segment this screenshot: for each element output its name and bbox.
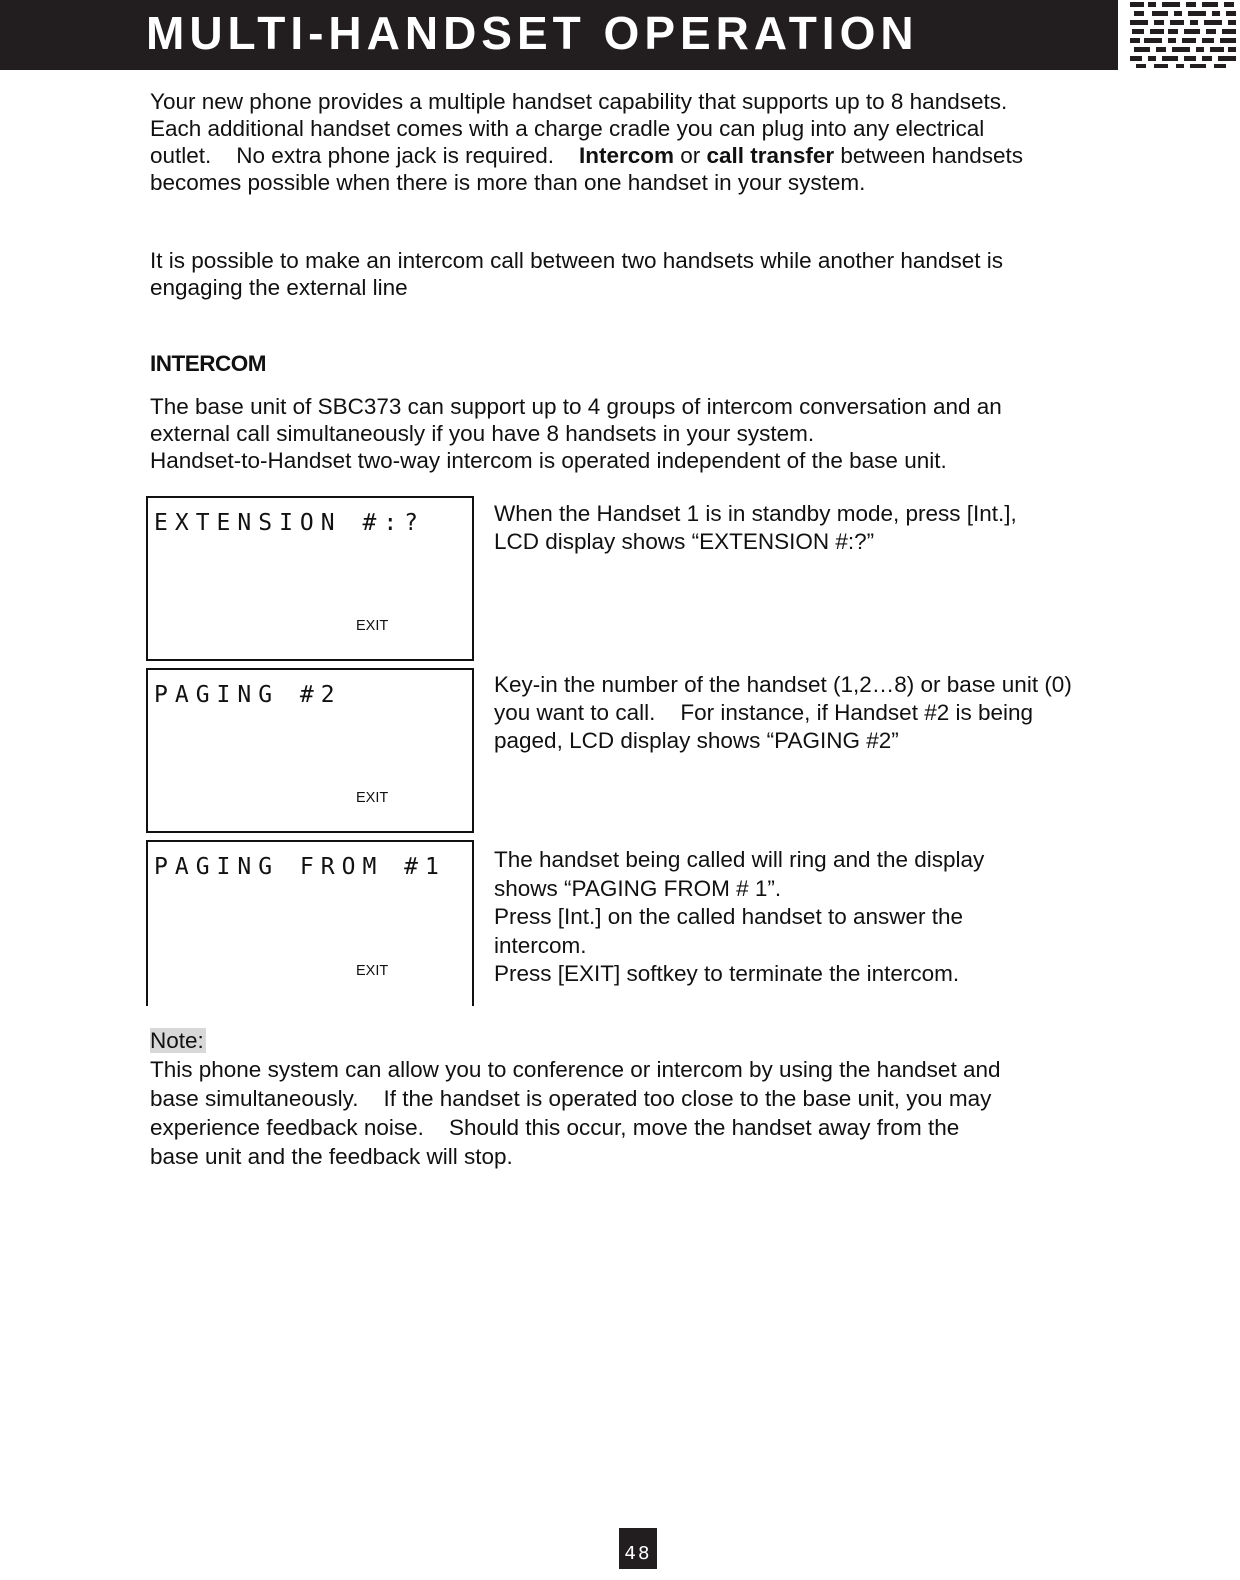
section-heading-intercom: INTERCOM: [150, 351, 266, 376]
intercom-description: [150, 393, 1002, 474]
step-line: LCD display shows “EXTENSION #:?”: [494, 529, 875, 554]
lcd-display-extension: [146, 496, 474, 661]
intro-line: becomes possible when there is more than one handset in your system.: [150, 170, 866, 195]
corner-pattern-decoration: [1128, 0, 1238, 70]
intro-paragraph-2: [150, 247, 1003, 301]
intro-line: Your new phone provides a multiple handset capability that supports up to 8 handsets.: [150, 89, 1008, 114]
step-line: When the Handset 1 is in standby mode, press [Int.],: [494, 501, 1017, 526]
intro-line: [150, 142, 1023, 169]
step-1-description: [494, 500, 1017, 556]
intercom-line: external call simultaneously if you have 8 handsets in your system.: [150, 421, 815, 446]
header-bar: [0, 0, 1118, 70]
intro-text: outlet. No extra phone jack is required.: [150, 143, 579, 168]
note-label: Note:: [150, 1028, 204, 1053]
lcd-text: EXTENSION #:?: [154, 510, 426, 536]
intro-text: or: [674, 143, 707, 168]
step-line: intercom.: [494, 932, 587, 958]
intro-text: between handsets: [834, 143, 1023, 168]
exit-softkey-label: EXIT: [356, 618, 389, 634]
intercom-line: The base unit of SBC373 can support up to 4 groups of intercom conversation and an: [150, 394, 1002, 419]
lcd-text: PAGING #2: [154, 682, 342, 708]
lcd-text: PAGING FROM #1: [154, 854, 446, 880]
lcd-display-paging-from: [146, 840, 474, 1006]
intercom-term: Intercom: [578, 143, 675, 168]
step-line: Key-in the number of the handset (1,2…8) or base unit (0): [494, 672, 1072, 697]
note-section: [150, 1026, 1001, 1171]
exit-softkey-label: EXIT: [356, 963, 389, 979]
step-line: Press [EXIT] softkey to terminate the intercom.: [494, 961, 960, 986]
page-title: MULTI-HANDSET OPERATION: [146, 7, 919, 59]
note-line: base unit and the feedback will stop.: [150, 1144, 513, 1169]
note-line: base simultaneously. If the handset is operated too close to the base unit, you may: [150, 1086, 992, 1111]
step-line: you want to call. For instance, if Handset #2 is being: [494, 700, 1034, 725]
note-line: experience feedback noise. Should this occur, move the handset away from the: [150, 1115, 960, 1140]
exit-softkey-label: EXIT: [356, 790, 389, 806]
intro-paragraph: [150, 88, 1023, 196]
call-transfer-term: call transfer: [706, 143, 835, 168]
intro-line: engaging the external line: [150, 275, 408, 300]
intro-line: It is possible to make an intercom call between two handsets while another handset is: [150, 248, 1003, 273]
page-number: 48: [619, 1528, 657, 1569]
step-line: The handset being called will ring and the display: [494, 847, 985, 872]
step-2-description: [494, 671, 1072, 755]
step-line: paged, LCD display shows “PAGING #2”: [494, 728, 899, 753]
step-3-description: [494, 846, 984, 989]
step-line: Press [Int.] on the called handset to answer the: [494, 904, 964, 929]
intercom-line: Handset-to-Handset two-way intercom is operated independent of the base unit.: [150, 448, 947, 473]
note-line: This phone system can allow you to conference or intercom by using the handset and: [150, 1057, 1001, 1082]
intro-line: Each additional handset comes with a charge cradle you can plug into any electrical: [150, 116, 985, 141]
step-line: shows “PAGING FROM # 1”.: [494, 875, 782, 901]
lcd-display-paging: [146, 668, 474, 833]
